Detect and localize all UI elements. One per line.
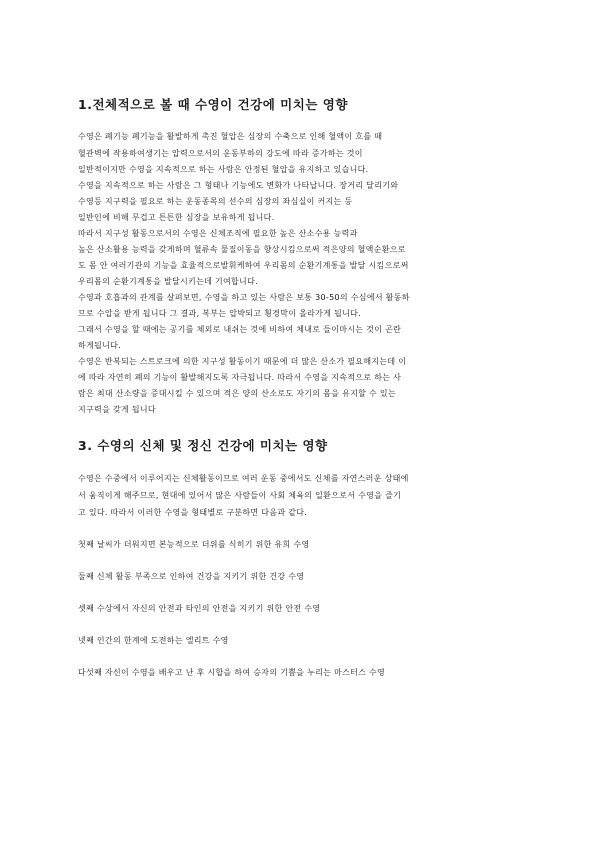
swim-type-item: 다섯째 자신이 수영을 배우고 난 후 시합을 하여 승자의 기쁨을 누리는 마스터스 수영: [78, 668, 386, 677]
swim-type-item: 첫째 날씨가 더워지면 본능적으로 더위를 식히기 위한 유희 수영: [78, 540, 310, 549]
swim-type-item: 넷째 인간의 한계에 도전하는 엘리트 수영: [78, 636, 229, 645]
section-1-line: 일반인에 비해 무겁고 튼튼한 심장을 보유하게 됩니다.: [78, 213, 275, 222]
section-1-line: 따라서 지구성 활동으로서의 수영은 신체조직에 필요한 높은 산소수용 능력과: [78, 229, 358, 238]
section-1-line: 그래서 수영을 할 때에는 공기를 체외로 내쉬는 것에 비하여 체내로 들이마시는 것이 곤란: [78, 325, 402, 334]
section-3-line: 고 있다. 따라서 이러한 수영을 형태별로 구분하면 다음과 같다.: [78, 508, 308, 517]
section-1-line: 람은 최대 산소량을 증대시킬 수 있으며 적은 양의 산소로도 자기의 몸을 유지할 수 있는: [78, 389, 396, 398]
section-1-heading: 1.전체적으로 볼 때 수영이 건강에 미치는 영향: [78, 97, 348, 112]
section-1-line: 일반적이지만 수영을 지속적으로 하는 사람은 안정된 혈압을 유지하고 있습니다.: [78, 165, 369, 174]
section-1-line: 수영은 폐기능 폐기능을 활발하게 촉진 혈압은 심장의 수축으로 인해 혈액이 흐를 때: [78, 132, 383, 141]
section-1-line: 지구력을 갖게 됩니다: [78, 405, 156, 414]
section-1-line: 수영을 지속적으로 하는 사람은 그 형태나 기능에도 변화가 나타납니다. 장거리 달리기와: [78, 181, 399, 190]
section-1-line: 우리몸의 순환기계통을 발달시키는데 기여합니다.: [78, 277, 258, 286]
swim-type-item: 둘째 신체 활동 부족으로 인하여 건강을 지키기 위한 건강 수영: [78, 572, 305, 581]
section-1-line: 에 따라 자연히 폐의 기능이 활발해지도록 자극됩니다. 따라서 수영을 지속적으로 하는 사: [78, 373, 402, 382]
section-1-line: 수영은 반복되는 스트로크에 의한 지구성 활동이기 때문에 더 많은 산소가 필요해지는데 이: [78, 357, 407, 366]
section-1-line: 혈관벽에 작용하여생기는 압력으로서의 운동부하의 강도에 따라 증가하는 것이: [78, 149, 363, 158]
section-3-line: 서 움직이게 해주므로, 현대에 있어서 많은 사람들이 사회 체육의 일환으로서 수영을 즐기: [78, 491, 402, 500]
section-1-line: 하게됩니다.: [78, 341, 121, 350]
section-1-line: 높은 산소활용 능력을 갖게하며 혈류속 물질이동을 향상시킴으로써 적은양의 혈액순환으로: [78, 245, 406, 254]
section-1-line: 도 몸 안 여러기관의 기능을 효율적으로발휘케하여 우리몸의 순환기계통을 발달 시킴으로써: [78, 261, 409, 270]
section-1-line: 므로 수압을 받게 됩니다 그 결과, 복부는 압박되고 횡경막이 올라가게 됩니다.: [78, 309, 361, 318]
swim-type-item: 셋째 수상에서 자신의 안전과 타인의 안전을 지키기 위한 안전 수영: [78, 604, 321, 613]
section-1-line: 수영등 지구력을 필요로 하는 운동종목의 선수의 심장의 좌심실이 커지는 등: [78, 197, 353, 206]
section-1-line: 수영과 호흡과의 관계를 살펴보면, 수영을 하고 있는 사람은 보통 30-50의 수심에서 활동하: [78, 293, 410, 302]
section-3-heading: 3. 수영의 신체 및 정신 건강에 미치는 영향: [78, 438, 328, 453]
section-3-line: 수영은 수중에서 이루어지는 신체활동이므로 여러 운동 중에서도 신체를 자연스러운 상태에: [78, 474, 409, 483]
